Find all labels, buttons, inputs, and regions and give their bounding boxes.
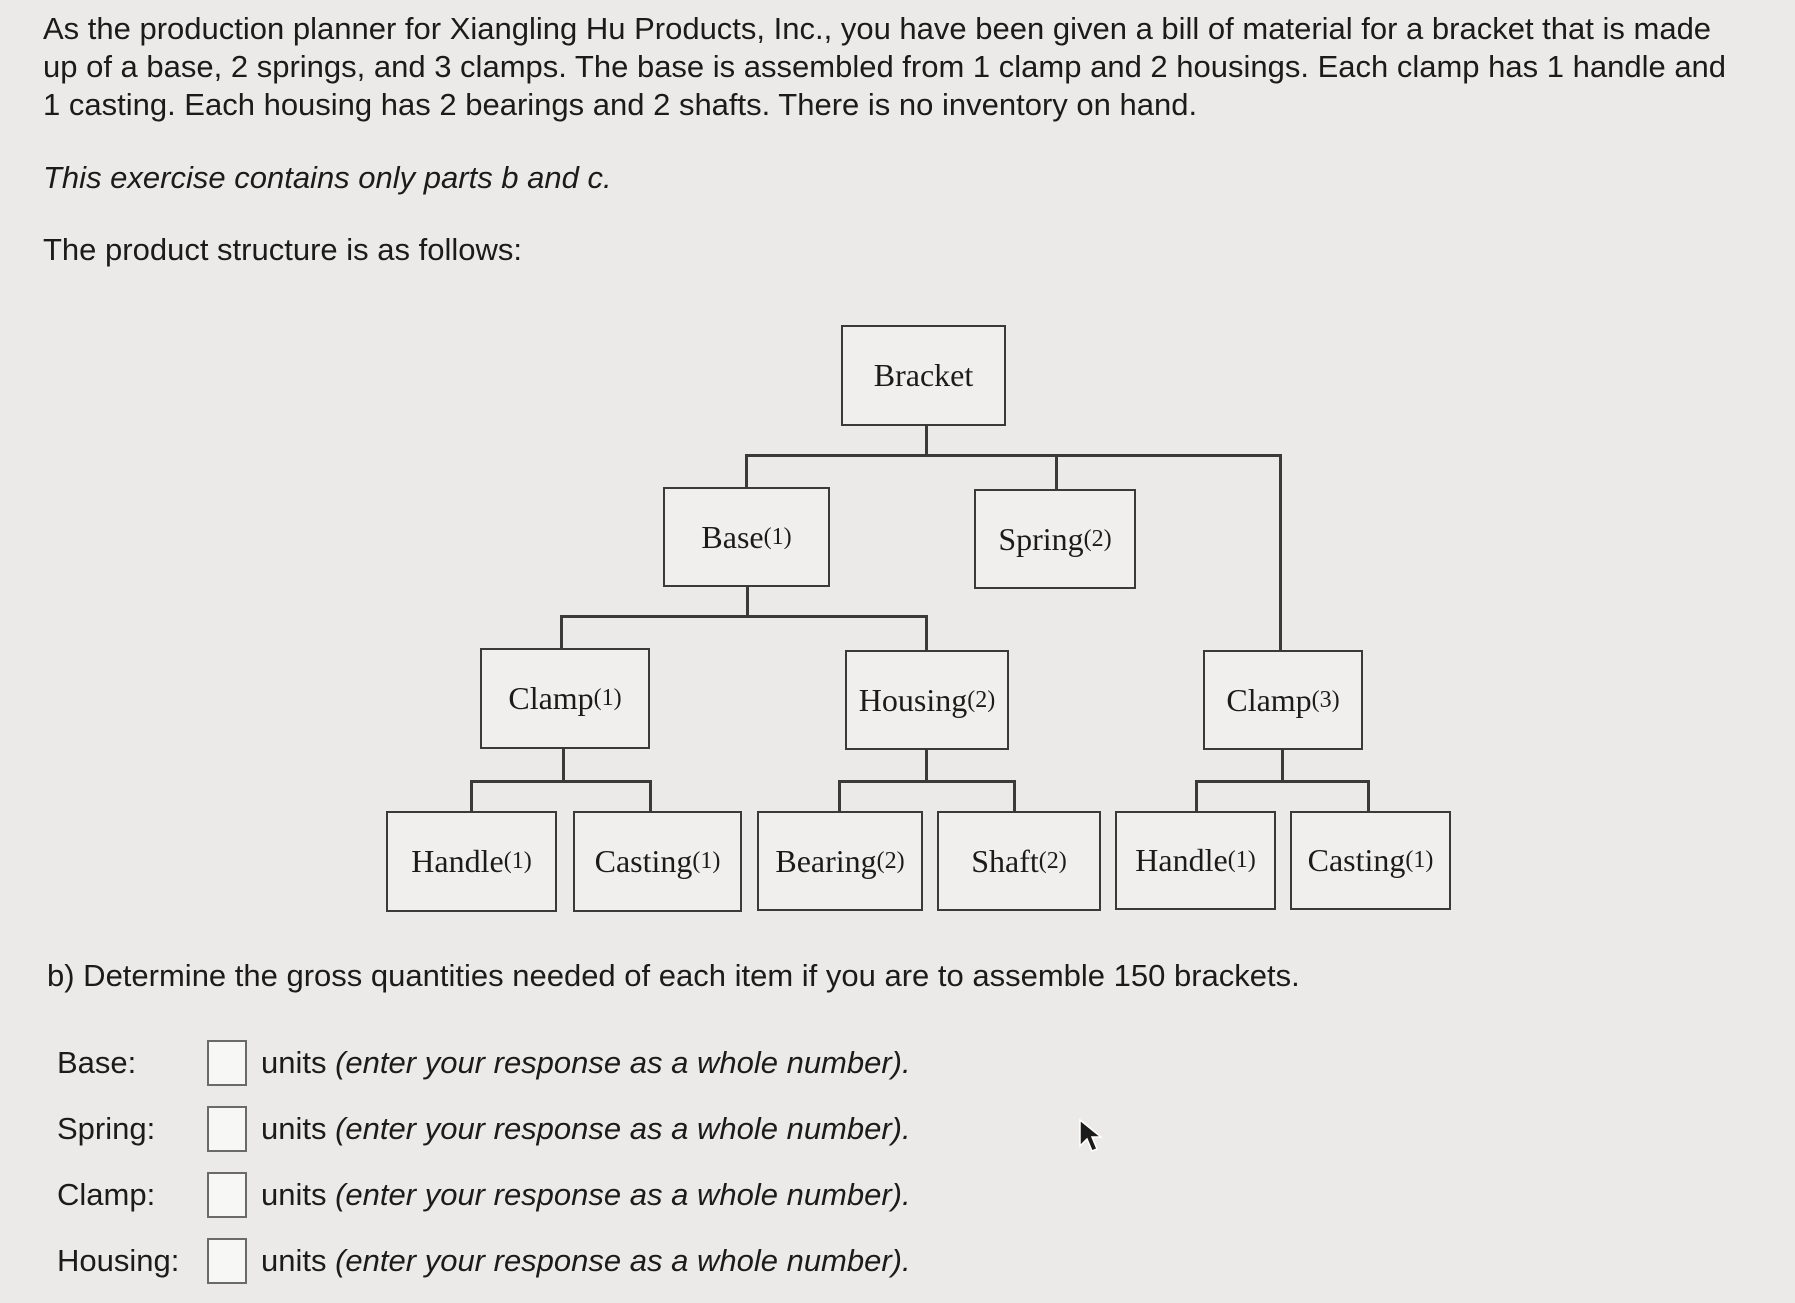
housing-node: [845, 650, 1009, 750]
handle-qty: (1): [1227, 847, 1256, 873]
units-text: units: [261, 1111, 327, 1146]
connector-line: [1367, 780, 1370, 812]
hint-text: (enter your response as a whole number).: [335, 1243, 911, 1278]
clamp-qty: (3): [1311, 686, 1340, 713]
handle-label: Handle: [1135, 842, 1228, 878]
casting-node: [1290, 811, 1451, 910]
structure-lead: The product structure is as follows:: [43, 232, 522, 267]
connector-line: [925, 615, 928, 651]
answer-row-clamp: [57, 1172, 911, 1218]
units-text: units: [261, 1177, 327, 1212]
connector-line: [838, 780, 1016, 783]
intro-paragraph: As the production planner for Xiangling Hu Products, Inc., you have been given a bill of material for a bracket that is made up of a base, 2 springs, and 3 clamps. The base is assembled from 1 clamp and 2 housings. Each clamp has 1 handle and 1 casting. Each housing has 2 bearings and 2 shafts. There is no inventory on hand.: [43, 11, 1727, 122]
answer-row-housing: [57, 1238, 911, 1284]
connector-line: [838, 780, 841, 812]
shaft-node: [937, 811, 1101, 911]
casting-qty: (1): [692, 848, 721, 874]
answer-row-spring: [57, 1106, 911, 1152]
connector-line: [562, 748, 565, 782]
connector-line: [1013, 780, 1016, 812]
units-text: units: [261, 1243, 327, 1278]
base-label: Base: [701, 518, 764, 555]
shaft-qty: (2): [1038, 847, 1067, 874]
spring-node: [974, 489, 1136, 589]
connector-line: [560, 615, 563, 649]
clamp-label: Clamp: [1226, 681, 1312, 718]
answer-row-base: [57, 1040, 911, 1086]
bracket-label: Bracket: [873, 357, 974, 393]
connector-line: [1055, 454, 1058, 490]
base-qty: (1): [763, 523, 792, 550]
connector-line: [560, 615, 928, 618]
casting-label: Casting: [1307, 842, 1406, 878]
housing-qty: (2): [967, 686, 996, 713]
mouse-cursor-icon: [1078, 1118, 1104, 1154]
bearing-label: Bearing: [775, 842, 877, 879]
connector-line: [470, 780, 652, 783]
base-answer-input[interactable]: [207, 1040, 247, 1086]
casting-label: Casting: [594, 843, 693, 879]
question-b: b) Determine the gross quantities needed of each item if you are to assemble 150 brackets.: [47, 958, 1300, 993]
connector-line: [649, 780, 652, 813]
handle-node: [386, 811, 557, 912]
clamp-node-under-bracket: [1203, 650, 1363, 750]
connector-line: [745, 454, 748, 488]
connector-line: [1195, 780, 1198, 812]
exercise-note: This exercise contains only parts b and c.: [43, 160, 612, 195]
clamp-answer-input[interactable]: [207, 1172, 247, 1218]
housing-answer-input[interactable]: [207, 1238, 247, 1284]
handle-qty: (1): [503, 848, 532, 874]
clamp-label: Clamp: [508, 680, 594, 716]
hint-text: (enter your response as a whole number).: [335, 1177, 911, 1212]
connector-line: [470, 780, 473, 813]
connector-line: [1279, 454, 1282, 651]
bearing-qty: (2): [876, 847, 905, 874]
bracket-node: [841, 325, 1006, 426]
handle-node: [1115, 811, 1276, 910]
casting-qty: (1): [1405, 847, 1434, 873]
housing-label: Housing: [858, 681, 968, 718]
spring-qty: (2): [1083, 525, 1112, 552]
clamp-node-under-base: [480, 648, 650, 749]
connector-line: [1281, 748, 1284, 782]
clamp-qty: (1): [593, 685, 622, 711]
answer-label: Housing:: [57, 1243, 180, 1278]
hint-text: (enter your response as a whole number).: [335, 1111, 911, 1146]
casting-node: [573, 811, 742, 912]
shaft-label: Shaft: [971, 842, 1039, 879]
connector-line: [1195, 780, 1370, 783]
answer-label: Spring:: [57, 1111, 156, 1146]
connector-line: [745, 454, 1282, 457]
units-text: units: [261, 1045, 327, 1080]
answer-label: Base:: [57, 1045, 137, 1080]
hint-text: (enter your response as a whole number).: [335, 1045, 911, 1080]
bearing-node: [757, 811, 923, 911]
spring-answer-input[interactable]: [207, 1106, 247, 1152]
handle-label: Handle: [411, 843, 504, 879]
base-node: [663, 487, 830, 587]
connector-line: [746, 585, 749, 618]
spring-label: Spring: [998, 520, 1084, 557]
connector-line: [925, 425, 928, 457]
connector-line: [925, 748, 928, 782]
answer-label: Clamp:: [57, 1177, 156, 1212]
